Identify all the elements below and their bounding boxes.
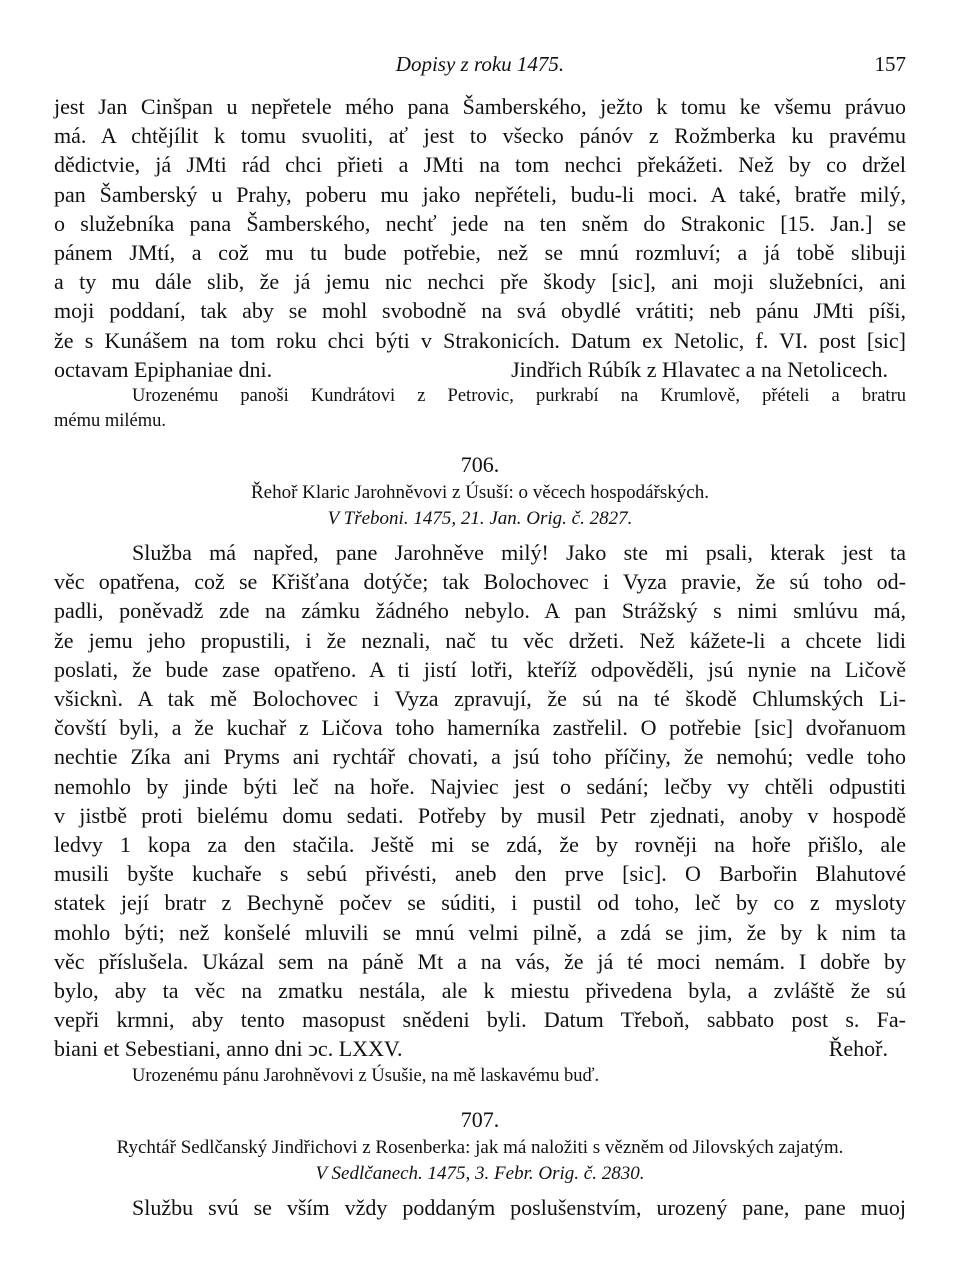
text-line: vepři krmni, aby tento masopust snědeni byli. Datum Třeboň, sabbato post s. Fa- (54, 1007, 906, 1033)
closing-line (54, 1034, 906, 1063)
text-line: Služba má napřed, pane Jarohněve milý! Jako ste mi psali, kterak jest ta (132, 540, 906, 566)
text-line: pánem JMtí, a což mu tu bude potřebie, než se mnú rozmluví; a já tobě slibuji (54, 240, 906, 266)
address-line: Urozenému pánu Jarohněvovi z Úsušie, na mě laskavému buď. (132, 1065, 600, 1086)
text-line: věc příslušela. Ukázal sem na páně Mt a na vás, že já té moci nemám. I dobře by (54, 948, 906, 974)
closing-date: biani et Sebestiani, anno dni ↄc. LXXV. (54, 1036, 403, 1062)
text-line: padli, poněvadž zde na zámku žádného nebylo. A pan Strážský s nimi smlúvu má, (54, 598, 906, 624)
text-line: čovští byli, a že kuchař z Ličova toho hamerníka zastřelil. O potřebie [sic] dvořanuom (54, 715, 906, 741)
text-line: mohlo býti; než konšelé mluvili se mnú velmi pilně, a zdá se jim, že by k nim ta (54, 919, 906, 945)
text-line: moji poddaní, tak aby se mohl svobodně na svá obydlé vrátiti; neb pánu JMti píši, (54, 298, 906, 324)
text-line: nemohlo by jinde býti leč na hoře. Najviec jest o sedání; lečby vy chtěli odpustiti (54, 773, 906, 799)
signature: Jindřich Rúbík z Hlavatec a na Netolicech. (511, 356, 888, 382)
address-line: mému milému. (54, 411, 167, 432)
letter-number: 706. (460, 452, 500, 478)
running-title: Dopisy z roku 1475. (395, 52, 565, 76)
text-line: statek její bratr z Bechyně počev se súditi, i pustil od toho, leč by co z mysloty (54, 890, 906, 916)
letter-heading: Rychtář Sedlčanský Jindřichovi z Rosenberka: jak má naložiti s vězněm od Jilovských zajatým. (116, 1136, 844, 1158)
text-line: že s Kunášem na tom roku chci býti v Strakonicích. Datum ex Netolic, f. VI. post [sic] (54, 327, 906, 353)
text-line: všicknì. A tak mě Bolochovec i Vyza zpravují, že sú na té škodě Chlumských Li- (54, 686, 906, 712)
text-line: Službu svú se vším vždy poddaným poslušenstvím, urozený pane, pane muoj (132, 1194, 906, 1220)
text-line: má. A chtějílit k tomu svuoliti, ať jest to všecko pánóv z Rožmberka ku pravému (54, 123, 906, 149)
signature: Řehoř. (828, 1036, 888, 1062)
address-line: Urozenému panoši Kundrátovi z Petrovic, purkrabí na Krumlově, přételi a bratru (132, 386, 906, 407)
text-line: poslati, že bude zase opatřeno. A ti jistí lotři, kteříž odpověděli, jsú nynie na Ličově (54, 656, 906, 682)
text-line: věc opatřena, což se Křišťana dotýče; tak Bolochovec i Vyza pravie, že sú toho od- (54, 569, 906, 595)
text-line: že jemu jeho propustili, i že neznali, nač tu věc držeti. Než kážete-li a chcete lidi (54, 627, 906, 653)
text-line: jest Jan Cinšpan u nepřetele mého pana Šamberského, ježto k tomu ke všemu právuo (54, 94, 906, 119)
page-header (54, 48, 906, 78)
text-line: a ty mu dále slib, že já jemu nic nechci pře škody [sic], ani moji služebníci, ani (54, 269, 906, 295)
document-page (54, 48, 906, 1222)
text-line: ledvy 1 kopa za den stačila. Ještě mi se zdá, že by rovněji na hoře přišlo, ale (54, 832, 906, 858)
letter-705-body (54, 92, 906, 434)
page-number: 157 (874, 52, 906, 76)
letter-heading: Řehoř Klaric Jarohněvovi z Úsuší: o věcech hospodářských. (251, 482, 709, 504)
letter-number: 707. (460, 1106, 500, 1132)
closing-date: octavam Epiphaniae dni. (54, 356, 273, 382)
text-line: pan Šamberský u Prahy, poberu mu jako nepřételi, budu-li moci. A také, bratře milý, (54, 181, 906, 207)
letter-source: V Třeboni. 1475, 21. Jan. Orig. č. 2827. (327, 508, 633, 530)
letter-707 (54, 1105, 906, 1222)
closing-line (54, 355, 906, 384)
text-line: o služebníka pana Šamberského, nechť jede na ten sněm do Strakonic [15. Jan.] se (54, 210, 906, 236)
text-line: bylo, aby ta věc na zmatku nestála, ale k miestu přivedena byla, a zvláště že sú (54, 978, 906, 1004)
text-line: v jistbě proti bielému domu sedati. Potřeby by musil Petr zjednati, anoby v hospodě (54, 802, 906, 828)
text-line: nechtie Zíka ani Pryms ani rychtář chovati, a jsú toho příčiny, že nemohú; vedle toho (54, 744, 906, 770)
text-line: dědictvie, já JMti rád chci přieti a JMti na tom nechci překážeti. Než by co držel (54, 152, 906, 178)
letter-source: V Sedlčanech. 1475, 3. Febr. Orig. č. 2830. (315, 1162, 645, 1184)
text-line: musili byšte kuchaře s sebú přivésti, aneb den prve [sic]. O Barbořin Blahutové (54, 861, 906, 887)
letter-706 (54, 450, 906, 1089)
